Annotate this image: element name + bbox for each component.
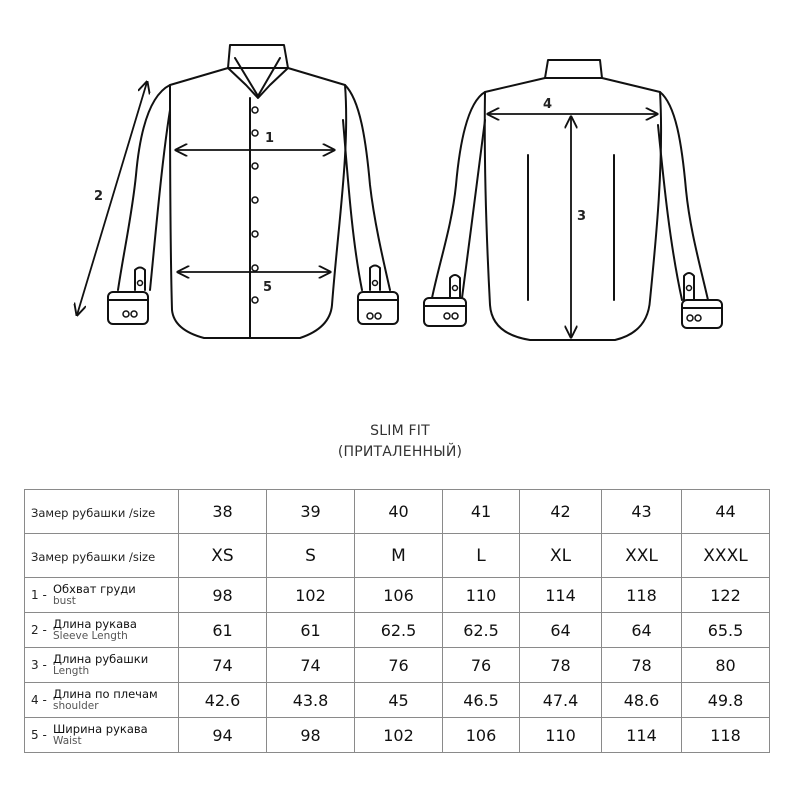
front-buttons (123, 107, 381, 319)
value-cell: 110 (520, 718, 602, 753)
value-cell: 64 (602, 613, 682, 648)
size-cell: XXL (602, 534, 682, 578)
table-row-numeric-size (25, 490, 770, 534)
row-label-ru: Обхват груди (53, 582, 136, 596)
value-cell: 61 (179, 613, 267, 648)
size-cell: 41 (443, 490, 520, 534)
row-label (25, 534, 179, 578)
value-cell: 48.6 (602, 683, 682, 718)
value-cell: 98 (267, 718, 355, 753)
value-cell: 106 (355, 578, 443, 613)
value-cell: 42.6 (179, 683, 267, 718)
row-label-text: Замер рубашки /size (31, 549, 156, 564)
value-cell: 76 (443, 648, 520, 683)
row-number: 5 - (31, 728, 47, 742)
value-cell: 74 (267, 648, 355, 683)
value-cell: 118 (602, 578, 682, 613)
measure-label-4: 4 (543, 97, 553, 112)
measure-label-3: 3 (577, 209, 587, 224)
measure-label-1: 1 (265, 131, 275, 146)
value-cell: 114 (520, 578, 602, 613)
row-label-en: Sleeve Length (53, 630, 128, 642)
table-row-sleeve-length (25, 613, 770, 648)
value-cell: 62.5 (443, 613, 520, 648)
value-cell: 122 (682, 578, 770, 613)
row-label-ru: Длина по плечам (53, 687, 158, 701)
table-row-letter-size (25, 534, 770, 578)
row-label-en: bust (53, 595, 76, 607)
size-cell: XL (520, 534, 602, 578)
value-cell: 64 (520, 613, 602, 648)
value-cell: 78 (520, 648, 602, 683)
size-cell: M (355, 534, 443, 578)
value-cell: 102 (267, 578, 355, 613)
row-label (25, 490, 179, 534)
size-cell: 38 (179, 490, 267, 534)
value-cell: 94 (179, 718, 267, 753)
table-row-waist (25, 718, 770, 753)
row-label-ru: Длина рукава (53, 617, 137, 631)
size-chart-table (24, 489, 770, 753)
table-row-bust (25, 578, 770, 613)
value-cell: 47.4 (520, 683, 602, 718)
row-number: 3 - (31, 658, 47, 672)
table-row-shoulder (25, 683, 770, 718)
fit-subtitle: (ПРИТАЛЕННЫЙ) (337, 444, 463, 460)
size-cell: L (443, 534, 520, 578)
value-cell: 43.8 (267, 683, 355, 718)
value-cell: 78 (602, 648, 682, 683)
size-cell: 42 (520, 490, 602, 534)
size-cell: S (267, 534, 355, 578)
row-label (25, 683, 179, 718)
value-cell: 49.8 (682, 683, 770, 718)
row-number: 4 - (31, 693, 47, 707)
row-number: 1 - (31, 588, 47, 602)
row-label-text: Замер рубашки /size (31, 506, 156, 520)
row-label (25, 578, 179, 613)
row-label-en: shoulder (53, 700, 99, 712)
row-label-en: Waist (53, 735, 82, 747)
back-shirt-drawing (424, 60, 722, 340)
value-cell: 46.5 (443, 683, 520, 718)
value-cell: 118 (682, 718, 770, 753)
back-measurements (488, 114, 657, 337)
value-cell: 106 (443, 718, 520, 753)
row-number: 2 - (31, 623, 47, 637)
back-buttons (444, 286, 701, 322)
shirt-illustration (0, 0, 800, 370)
measure-label-5: 5 (263, 280, 273, 295)
measure-label-2: 2 (94, 189, 104, 204)
size-cell: 39 (267, 490, 355, 534)
value-cell: 80 (682, 648, 770, 683)
row-label-ru: Длина рубашки (53, 652, 149, 666)
value-cell: 61 (267, 613, 355, 648)
front-measurements (77, 82, 334, 315)
value-cell: 102 (355, 718, 443, 753)
value-cell: 74 (179, 648, 267, 683)
value-cell: 45 (355, 683, 443, 718)
value-cell: 65.5 (682, 613, 770, 648)
size-cell: 43 (602, 490, 682, 534)
size-cell: 40 (355, 490, 443, 534)
value-cell: 62.5 (355, 613, 443, 648)
size-cell: XS (179, 534, 267, 578)
row-label (25, 613, 179, 648)
row-label-en: Length (53, 665, 90, 677)
front-shirt-drawing (108, 45, 398, 338)
value-cell: 110 (443, 578, 520, 613)
value-cell: 114 (602, 718, 682, 753)
size-cell: XXXL (682, 534, 770, 578)
fit-title: SLIM FIT (370, 423, 430, 439)
size-cell: 44 (682, 490, 770, 534)
row-label (25, 718, 179, 753)
row-label (25, 648, 179, 683)
row-label-ru: Ширина рукава (53, 722, 148, 736)
value-cell: 98 (179, 578, 267, 613)
value-cell: 76 (355, 648, 443, 683)
table-row-length (25, 648, 770, 683)
